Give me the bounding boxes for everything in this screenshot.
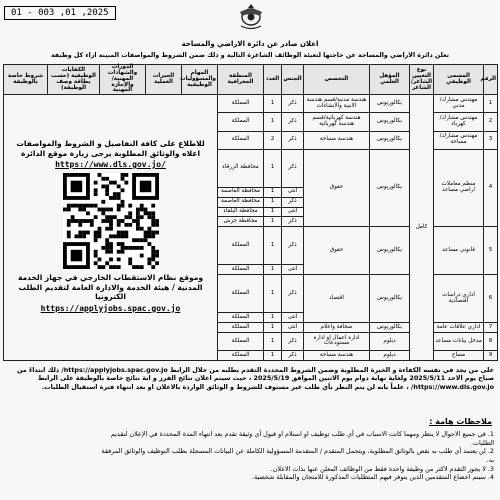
table-header-row [4,65,498,95]
gender: ذكر [282,227,304,265]
job-title: مهندس مشارك/ مساحة [434,131,484,149]
vacancy-count: 1 [264,351,282,361]
header-count: العدد [264,65,282,95]
specialization: حقوق [304,149,370,226]
gender: ذكر [282,95,304,113]
job-title: مهندس مشارك/ كهرباء [434,113,484,131]
contract-type: كامل [410,95,434,361]
gender: ذكر [282,197,304,207]
note-line: 2. لن يعتمد أي طلب به نقص بالوثائق المطلوبة، ويتحمل المتقدم / المتقدمة المسؤولية الكاملة عن البيانات المسجلة بطلب التوظيف والوثائق المرفقة [101,447,494,456]
header-degree: المؤهل العلمي [370,65,410,95]
row-number: 9 [484,351,498,361]
gender: ذكر [282,332,304,350]
header-contract: نوع التعيين الشاغر/ الشاغر [410,65,434,95]
region: المملكة [218,323,264,333]
notes-heading: ملاحظات هامة : [429,417,492,426]
qualification: دبلوم [370,351,410,361]
row-number: 8 [484,332,498,350]
gender: انثى [282,313,304,323]
qualification: بكالوريوس [370,227,410,275]
header-title: المسمى الوظيفي [434,65,484,95]
apply-system-note: وموقع نظام الاستقطاب الخارجي في جهاز الخدمة المدنية / هيئة الخدمة والادارة العامة لتقديم الطلب الكترونيا [17,273,204,302]
row-number: 4 [484,149,498,226]
header-competencies: الكفايات الوظيفية (حسب بطاقة وصف الوظيفة) [48,65,100,95]
notes-list [6,430,494,482]
region: محافظة الزرقاء [218,149,264,187]
gender: انثى [282,323,304,333]
vacancies-table [3,64,498,361]
gender: ذكر [282,149,304,187]
gender: ذكر [282,351,304,361]
header-region: المنطقة الجغرافية [218,65,264,95]
region: المملكة [218,351,264,361]
vacancy-count: 1 [264,217,282,227]
row-number: 3 [484,131,498,149]
qualification: بكالوريوس [370,275,410,323]
note-line: 4. سيتم اخضاع المتقدمين الذين يتوفر فيهم المتطلبات المذكورة للامتحان والمقابلة شخصية. [251,473,494,482]
gender: ذكر [282,113,304,131]
table-row [4,95,498,113]
vacancy-count: 1 [264,323,282,333]
application-text-1: على من يجد في نفسه الكفاءة و الخبرة المطلوبة وضمن الشروط المحددة التقدم بطلبه من خلال الرابط https://applyjobs.spac.gov.jo/ ذلك ابتداءً من [17,366,494,374]
row-number: 7 [484,323,498,333]
specialization: هندسة مدنية/قسم هندسة الابنية والانشاءات [304,95,370,113]
vacancy-count: 1 [264,149,282,187]
job-title: منظم معاملات اراضي مساعد [434,149,484,226]
announcement-title: اعلان صادر عن دائرة الاراضي والمساحة [181,40,319,48]
row-number: 2 [484,113,498,131]
jordan-coat-of-arms-icon [236,2,266,30]
gender: ذكر [282,275,304,313]
region: المملكة [218,265,264,275]
qualification: بكالوريوس [370,131,410,149]
row-number: 1 [484,95,498,113]
header-courses: الدورات والشهادات المهنية/ والإجازة المهنية [100,65,146,95]
region: محافظة جرش [218,217,264,227]
vacancy-count: 1 [264,95,282,113]
region: محافظة العاصمة [218,197,264,207]
vacancy-count: 1 [264,227,282,265]
region: محافظة البلقاء [218,207,264,217]
note-line: 3. لا يجوز التقدم لاكثر من وظيفة واحدة فقط من الوظائف المعلن عنها بذات الاعلان. [270,464,494,473]
region: المملكة [218,131,264,149]
header-num: الرقم [484,65,498,95]
region: المملكة [218,227,264,265]
region: المملكة [218,332,264,350]
vacancy-count: 1 [264,207,282,217]
specialization: اقتصاد [304,275,370,323]
application-text-3: https://www.dls.gov.jo/ ، علماً بانه لن يتم النظر بأي طلب غير مستوف للشروط و الوثائق الواردة بالاعلان او بعد انتهاء فترة استقبال الطلبات. [41,382,494,391]
qualification: بكالوريوس [370,113,410,131]
gender: انثى [282,265,304,275]
row-number: 5 [484,227,498,275]
gender: انثى [282,187,304,197]
vacancy-count: 2 [264,131,282,149]
qualification: بكالوريوس [370,149,410,226]
vacancy-count: 1 [264,265,282,275]
region: محافظة العاصمة [218,187,264,197]
vacancy-count: 1 [264,275,282,313]
header-experience: الخبرات العملية [146,65,182,95]
specialization: حقوق [304,227,370,275]
qualification: بكالوريوس [370,95,410,113]
spac-apply-link[interactable]: https://applyjobs.spac.gov.jo [40,303,181,313]
gender: انثى [282,207,304,217]
reference-number: 01 - 003 ,01 ,2025 [4,6,116,20]
note-line: به. [486,455,494,464]
dls-website-link[interactable]: https://www.dls.gov.jo/ [55,160,166,170]
job-title: مساح [434,351,484,361]
note-line: الطلبات. [470,438,494,447]
region: المملكة [218,275,264,313]
region: المملكة [218,95,264,113]
gender: ذكر [282,217,304,227]
specialization: هندسة مساحة [304,351,370,361]
vacancy-count: 1 [264,332,282,350]
header-specialization: التخصص [304,65,370,95]
qualification: بكالوريوس [370,323,410,333]
job-title: قانوني مساعد [434,227,484,275]
job-title: مهندس مشارك/ مدني [434,95,484,113]
vacancy-count: 1 [264,197,282,207]
details-merged-cell [4,95,218,361]
application-paragraph [6,366,494,391]
job-title: مدخل بيانات مساعد [434,332,484,350]
note-line: 1. في جميع الاحوال لا ينظر ومهما كانت الاسباب في أي طلب توظيف او استلام او قبول أي وثيقة تقدم بعد انتهاء المدة المحددة في الإعلان لتقديم [110,430,494,438]
header-special-conditions: شروط خاصة بالوظيفة [4,65,48,95]
header-duties: المهام والمسؤوليات الوظيفية [182,65,218,95]
vacancy-count: 1 [264,313,282,323]
application-text-2: صباح يوم الاحد 2025/5/11 ولغاية نهاية دوام يوم الاثنين الموافق 2025/5/19 ، حيث سيتم اعلان نتائج الفرز و ابة نتائج خاصة بالوظيفة على الرابط [37,374,494,383]
job-title: اداري دراسات اقتصادية [434,275,484,323]
specialization: صحافة واعلام [304,323,370,333]
vacancy-count: 1 [264,187,282,197]
specialization: ادارة اعمال او ادارة مستودعات [304,332,370,350]
header-gender: الجنس [282,65,304,95]
region: المملكة [218,113,264,131]
vacancy-count: 1 [264,113,282,131]
qualification: دبلوم [370,332,410,350]
specialization: هندسة مساحة [304,131,370,149]
gender: ذكر [282,131,304,149]
announcement-subtitle: تعلن دائرة الاراضي والمساحة عن حاجتها لتعبئة الوظائف الشاغرة التالية و ذلك ضمن الشروط والمواصفات المبينة ازاء كل وظيفة [50,52,450,59]
region: المملكة [218,313,264,323]
job-title: اداري علاقات عامة [434,323,484,333]
details-note: للاطلاع على كافة التفاصيل و الشروط والمواصفات اعلاه والوثائق المطلوبة يرجى زيارة موقع الدائرة [16,139,205,158]
qr-code-icon [63,173,159,269]
specialization: هندسة كهربائية/قسم هندسة كهربائية [304,113,370,131]
row-number: 6 [484,275,498,323]
